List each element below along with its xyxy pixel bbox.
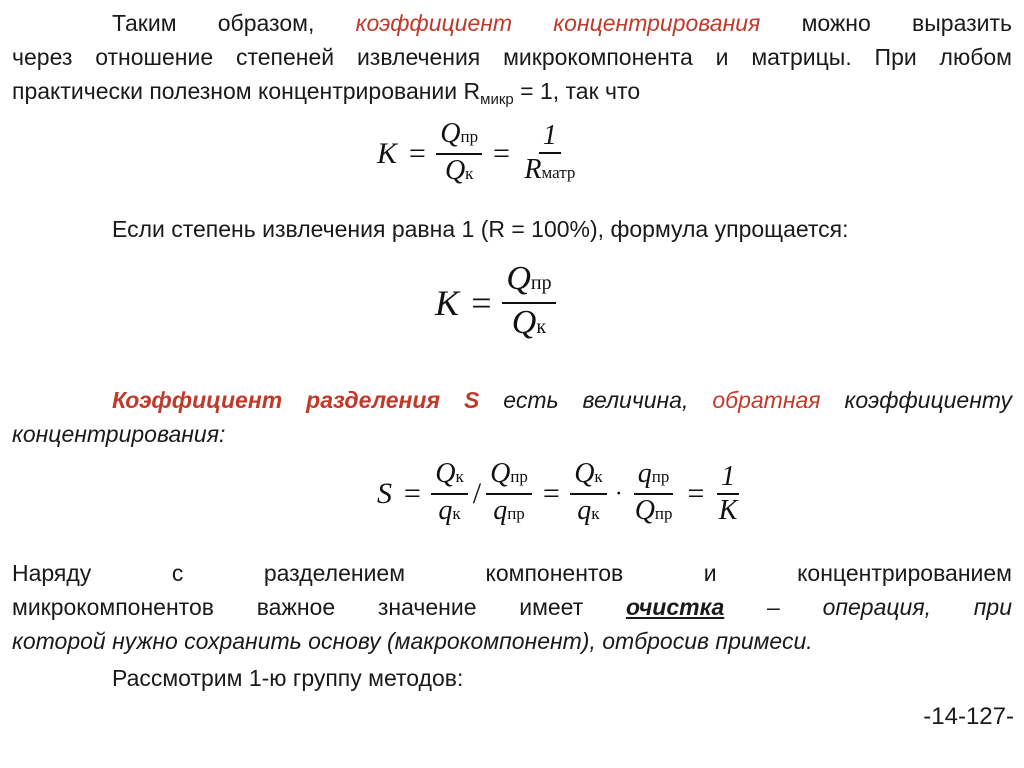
symbol-k: K — [435, 283, 460, 323]
equals-sign: = — [540, 477, 562, 510]
para3-text-end: коэффициенту — [820, 387, 1012, 413]
fraction-one-over-k: $\frac{1}{K}$ — [718, 461, 738, 526]
para4-line1 — [12, 556, 1012, 590]
numerator: 1 — [539, 120, 561, 154]
formula-s — [372, 458, 745, 530]
multiply-dot: · — [614, 480, 623, 507]
fraction-qk-over-qk-small-2: $\frac{Qк}{qк}$ — [566, 458, 611, 530]
word: Наряду — [12, 560, 92, 586]
fraction-qpr-over-qk — [498, 260, 559, 346]
para1-line3 — [12, 74, 1012, 108]
denominator: Qк — [511, 304, 547, 341]
page-number: -14-127- — [923, 703, 1014, 730]
word: концентрированием — [797, 560, 1012, 586]
numerator: Qпр — [436, 118, 482, 155]
para3-text: есть величина, — [479, 387, 713, 413]
equals-sign: = — [685, 477, 706, 510]
formula-k-ratio — [372, 118, 583, 190]
denominator: Qк — [444, 155, 474, 186]
para1-line3-end: = 1, так что — [513, 78, 641, 104]
fraction-qpr-over-qpr-small: $\frac{\text{Qпр}}{\text{qпр}}$ — [482, 458, 536, 530]
word: разделением — [263, 560, 406, 586]
para4-line2 — [12, 590, 1012, 624]
para2: Если степень извлечения равна 1 (R = 100%), формула упрощается: — [112, 216, 849, 242]
para1-line2: через отношение степеней извлечения микрокомпонента и матрицы. При любом — [12, 44, 1012, 70]
equals-sign: = — [469, 283, 494, 323]
para3-line2: концентрирования: — [12, 421, 226, 447]
symbol-s: S — [377, 477, 392, 510]
term-concentration-coefficient: коэффициент концентрирования — [355, 10, 761, 36]
para1-line1-end: можно выразить — [801, 10, 1013, 36]
fraction-qpr-over-qk — [432, 118, 486, 190]
para1-line1-text: Таким образом, — [112, 10, 315, 36]
denominator: Rматр — [524, 153, 576, 185]
numerator: Qпр — [502, 260, 555, 304]
para4-line2-italic: – операция, при — [724, 594, 1012, 620]
symbol-k: K — [377, 137, 398, 170]
para4-line3: которой нужно сохранить основу (макрокомпонент), отбросив примеси. — [12, 628, 813, 654]
para4-line2-text: микрокомпонентов важное значение имеет — [12, 594, 626, 620]
word: компонентов — [485, 560, 624, 586]
para1-line3-text: практически полезном концентрировании R — [12, 78, 481, 104]
fraction-one-over-rmatr — [516, 120, 583, 189]
word: с — [171, 560, 184, 586]
term-inverse: обратная — [712, 387, 821, 413]
word: и — [703, 560, 717, 586]
fraction-qk-over-qk-small: $\frac{Qк}{qк}$ — [427, 458, 472, 530]
formula-k-simplified — [430, 260, 560, 346]
term-purification: очистка — [625, 594, 725, 620]
para3-line1 — [12, 383, 1012, 417]
fraction-qpr-small-over-qpr: $\frac{\text{qпр}}{\text{Qпр}}$ — [634, 458, 673, 526]
equals-sign: = — [491, 137, 512, 170]
term-separation-coefficient: Коэффициент разделения S — [112, 387, 480, 413]
para5: Рассмотрим 1-ю группу методов: — [112, 665, 464, 691]
equals-sign: = — [402, 477, 423, 510]
slash: / — [472, 477, 482, 510]
para1-line1 — [12, 6, 1012, 40]
r-mikr-subscript: микр — [480, 91, 514, 108]
equals-sign: = — [407, 137, 428, 170]
